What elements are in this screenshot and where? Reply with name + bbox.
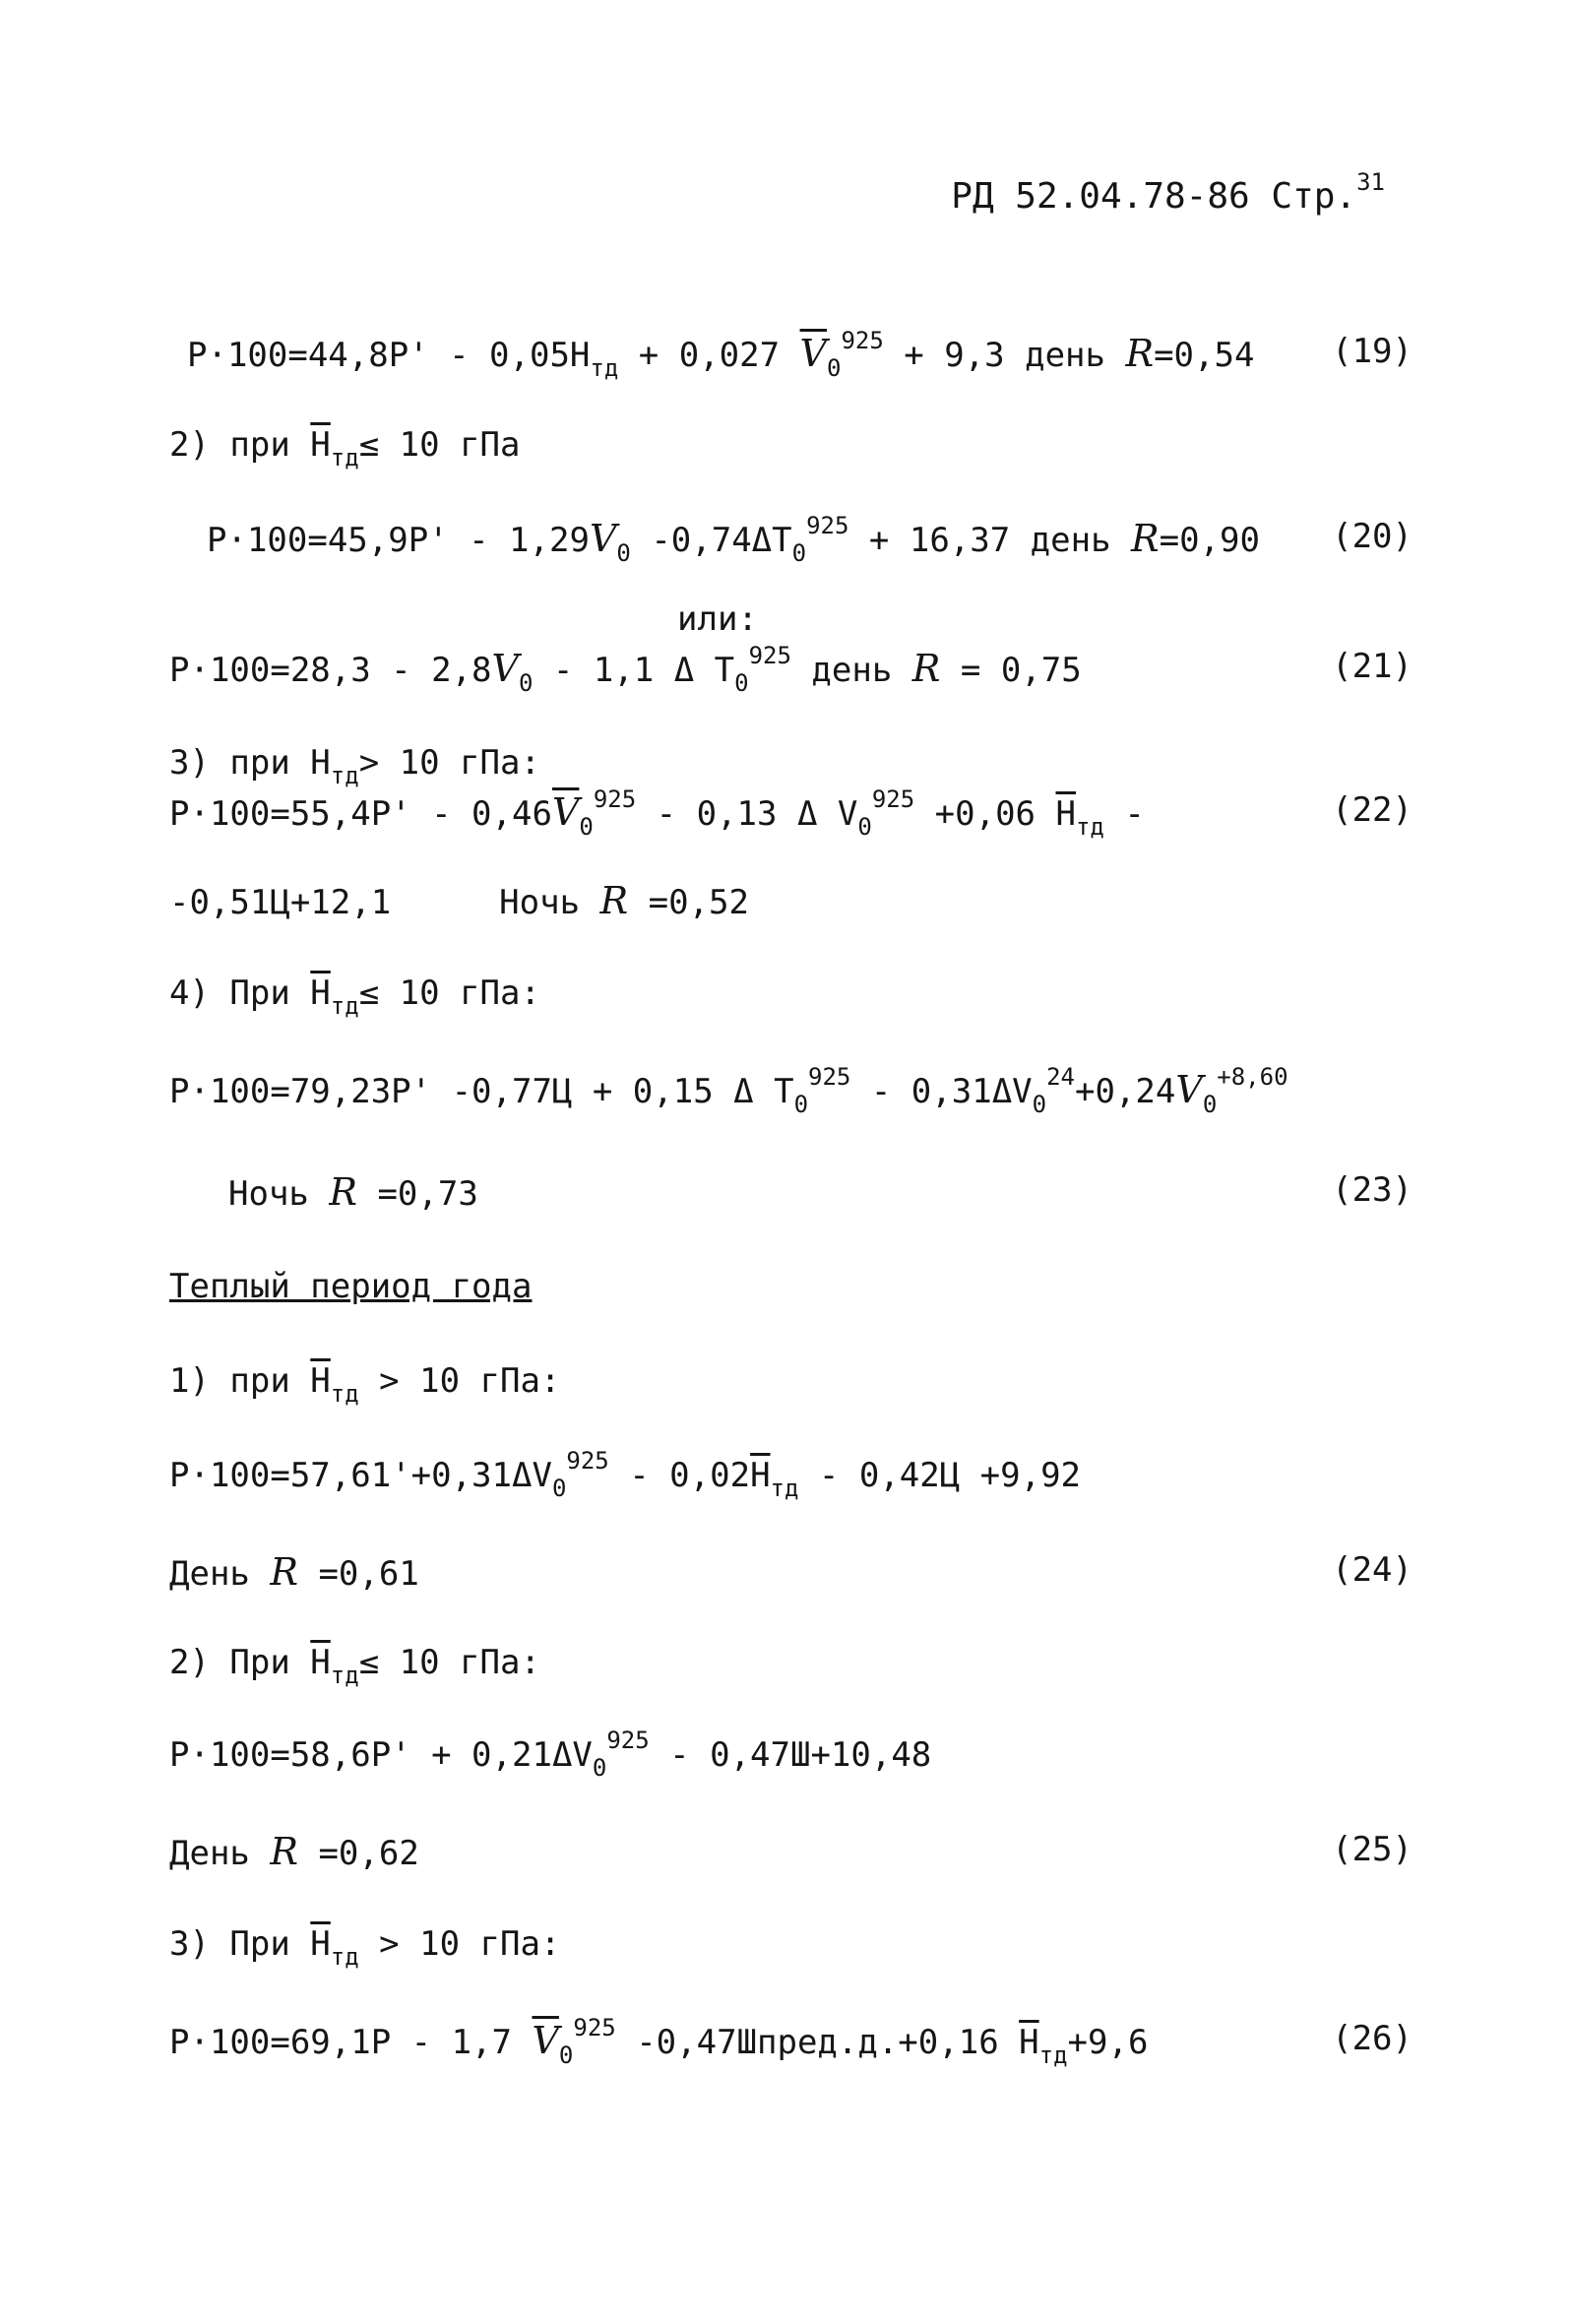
or-label: или: bbox=[677, 599, 758, 639]
condition-2-cold: 2) при $Н_{тд}\le 10$ гПа bbox=[169, 425, 521, 471]
formula-22-continuation: -0,51Ц+12,1 Ночь R =0,52 bbox=[169, 879, 749, 922]
equation-number-20: (20) bbox=[1332, 517, 1413, 556]
equation-number-26: (26) bbox=[1332, 2019, 1413, 2058]
equation-number-23: (23) bbox=[1332, 1170, 1413, 1210]
page-label: Стр. bbox=[1271, 176, 1357, 217]
page-header bbox=[951, 168, 1385, 217]
formula-22: $Р\cdot 100=55,4Р' - 0,46\overline{V}_0^{925} - 0,13$ Δ $V_0^{925} +0,06$ $Н_{тд}$ - bbox=[169, 785, 1145, 841]
condition-3-cold: 3) при $Н_{тд}> 10$ гПа: bbox=[169, 743, 540, 789]
condition-4-cold: 4) При $Н_{тд}\le 10$ гПа: bbox=[169, 974, 540, 1020]
equation-number-25: (25) bbox=[1332, 1830, 1413, 1869]
formula-25-continuation: День R =0,62 bbox=[169, 1830, 419, 1873]
formula-24-continuation: День R =0,61 bbox=[169, 1550, 419, 1594]
condition-1-warm: 1) при $Н_{тд} > 10$ гПа: bbox=[169, 1361, 561, 1408]
formula-24: $Р\cdot 100=57,61'+0,31\Delta V_0^{925} - 0,02Н_{тд} - 0,42Ц +9,92$ bbox=[169, 1447, 1082, 1502]
formula-23: Р·100=79,23Р' -0,77Ц + 0,15 Δ $T_0^{925} - 0,31\Delta V_0^{24}+0,24V_0^{+8,60}$ bbox=[169, 1063, 1288, 1118]
equation-number-21: (21) bbox=[1332, 647, 1413, 686]
formula-25: $Р\cdot 100=58,6Р' + 0,21\Delta V_0^{925} - 0,47Ш+10,48$ bbox=[169, 1727, 932, 1782]
formula-26: Р·100=69,1Р - 1,7 $\overline{V}_0^{925}$ -0,47Шпред.д.+0,16 $Н_{тд}+9,6$ bbox=[169, 2014, 1149, 2069]
section-heading-warm-period: Теплый период года bbox=[169, 1267, 533, 1306]
formula-20: $Р\cdot 100=45,9Р' - 1,29V_0$ $-0,74\Delta T_0^{925} + 16,37$ день R=0,90 bbox=[207, 512, 1260, 567]
formula-21: $Р\cdot 100=28,3 - 2,8V_0 - 1,1$ Δ $T_0^{925}$ день R = 0,75 bbox=[169, 642, 1082, 697]
formula-23-continuation: Ночь R =0,73 bbox=[228, 1170, 478, 1214]
doc-code: РД 52.04.78-86 bbox=[951, 176, 1250, 217]
condition-3-warm: 3) При $Н_{тд} > 10$ гПа: bbox=[169, 1924, 561, 1971]
equation-number-19: (19) bbox=[1332, 332, 1413, 371]
equation-number-24: (24) bbox=[1332, 1550, 1413, 1590]
equation-number-22: (22) bbox=[1332, 790, 1413, 830]
formula-19: $Р\cdot 100=44,8Р' - 0,05Н_{тд} + 0,027$ $\overline{V}_0^{925} + 9,3$ день R=0,54 bbox=[187, 327, 1255, 382]
condition-2-warm: 2) При $Н_{тд}\le 10$ гПа: bbox=[169, 1643, 540, 1689]
page-number: 31 bbox=[1356, 168, 1385, 196]
